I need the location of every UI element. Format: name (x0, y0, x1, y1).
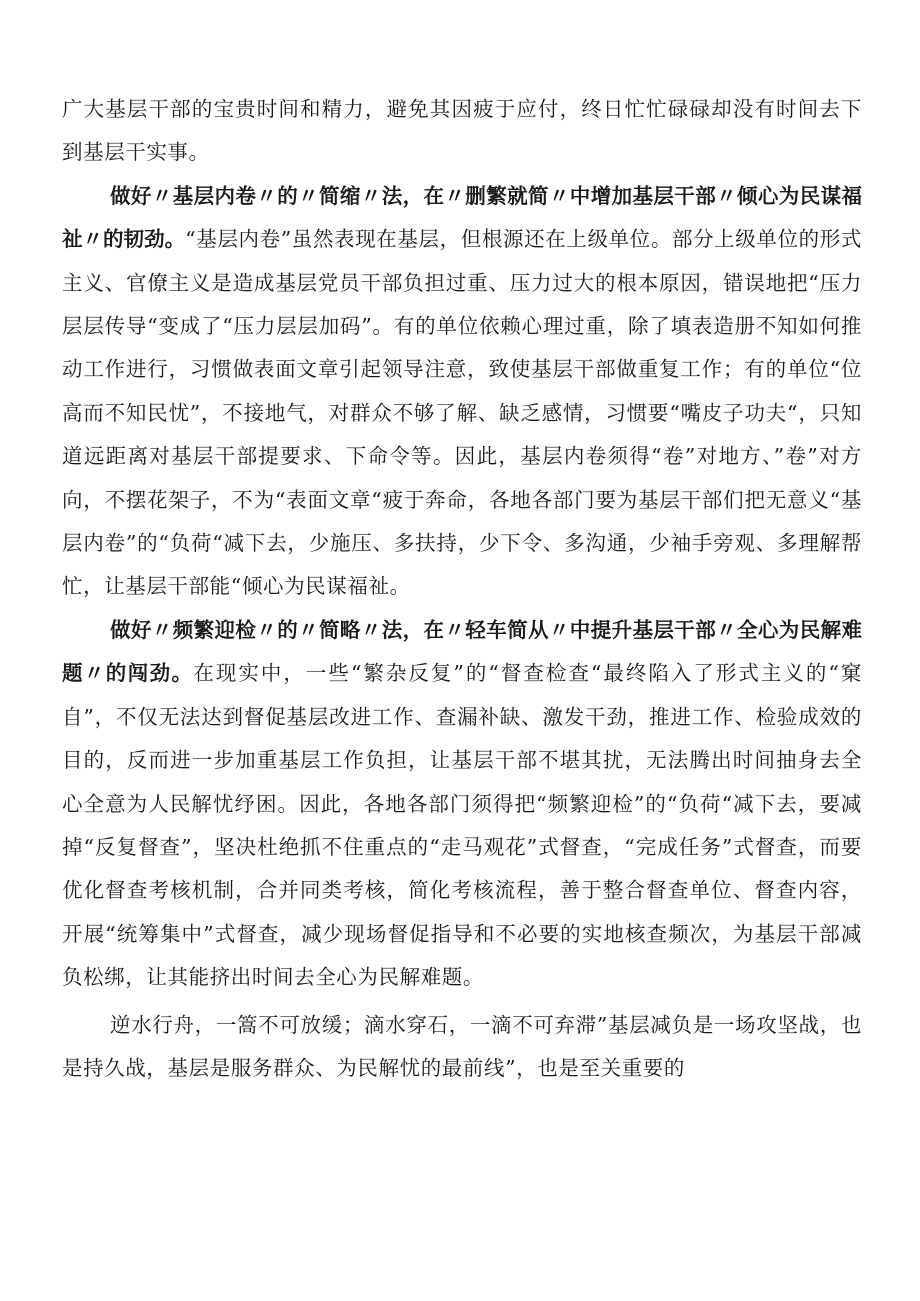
paragraph-1-text: 广大基层干部的宝贵时间和精力，避免其因疲于应付，终日忙忙碌碌却没有时间去下到基层干实事。 (62, 97, 862, 165)
paragraph-1 (62, 88, 862, 175)
paragraph-2 (62, 175, 862, 609)
paragraph-2-lead: 做好〃基层内卷〃的〃简缩〃法，在〃删繁就简〃中增加基层干部〃倾心为民谋福祉〃的韧劲。 (62, 183, 862, 252)
paragraph-3-text: 在现实中，一些“繁杂反复”的“督查检查“最终陷入了形式主义的“窠自”，不仅无法达到督促基层改进工作、查漏补缺、激发干劲，推进工作、检验成效的目的，反而进一步加重基层工作负担，让基层干部不堪其扰，无法腾出时间抽身去全心全意为人民解忧纾困。因此，各地各部门须得把“频繁迎检”的“负荷“减下去，要减掉“反复督查”，坚决杜绝抓不住重点的“走马观花”式督查，“完成任务”式督查，而要优化督查考核机制，合并同类考核，简化考核流程，善于整合督查单位、督查内容，开展“统筹集中”式督查，减少现场督促指导和不必要的实地核查频次，为基层干部减负松绑，让其能挤出时间去全心为民解难题。 (62, 661, 862, 990)
document-body (62, 88, 862, 1090)
paragraph-3-lead: 做好〃频繁迎检〃的〃简略〃法，在〃轻车简从〃中提升基层干部〃全心为民解难题〃的闯劲。 (62, 617, 862, 686)
paragraph-3 (62, 609, 862, 1000)
paragraph-4 (62, 1004, 862, 1091)
paragraph-4-text: 逆水行舟，一篙不可放缓；滴水穿石，一滴不可弃滞”基层减负是一场攻坚战，也是持久战，基层是服务群众、为民解忧的最前线”，也是至关重要的 (62, 1012, 862, 1080)
paragraph-2-text: “基层内卷”虽然表现在基层，但根源还在上级单位。部分上级单位的形式主义、官僚主义是造成基层党员干部负担过重、压力过大的根本原因，错误地把“压力层层传导“变成了“压力层层加码”。有的单位依赖心理过重，除了填表造册不知如何推动工作进行，习惯做表面文章引起领导注意，致使基层干部做重复工作；有的单位“位高而不知民忧”，不接地气，对群众不够了解、缺乏感情，习惯要“嘴皮子功夫“，只知道远距离对基层干部提要求、下命令等。因此，基层内卷须得“卷”对地方、”卷”对方向，不摆花架子，不为“表面文章“疲于奔命，各地各部门要为基层干部们把无意义“基层内卷”的“负荷“减下去，少施压、多扶持，少下令、多沟通，少袖手旁观、多理解帮忙，让基层干部能“倾心为民谋福祉。 (62, 227, 863, 599)
